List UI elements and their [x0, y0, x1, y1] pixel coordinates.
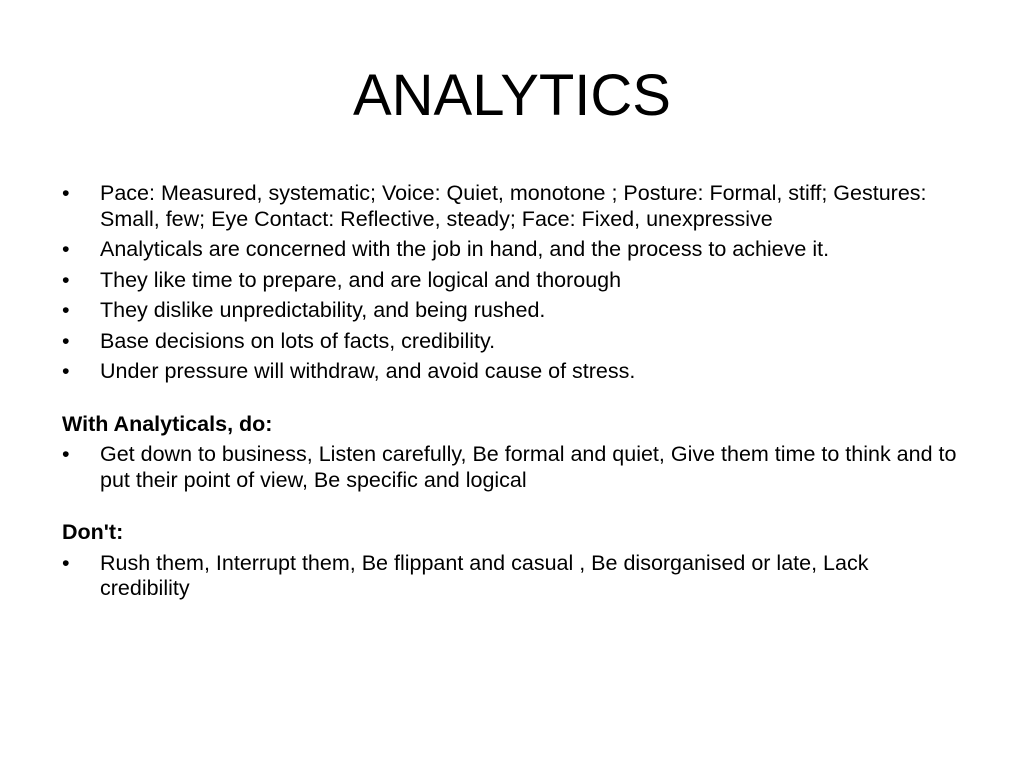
bullet-marker: •	[62, 298, 70, 322]
main-bullet-list	[62, 181, 962, 385]
bullet-text: Analyticals are concerned with the job in hand, and the process to achieve it.	[100, 237, 830, 261]
bullet-text: Rush them, Interrupt them, Be flippant and casual , Be disorganised or late, Lack credibility	[100, 550, 869, 600]
bullet-text: Get down to business, Listen carefully, Be formal and quiet, Give them time to think and to put their point of view, Be specific and logical	[100, 442, 957, 492]
bullet-marker: •	[62, 359, 70, 383]
slide-title: ANALYTICS	[352, 63, 671, 128]
dont-section-heading: Don't:	[62, 520, 124, 544]
bullet-item	[62, 268, 962, 294]
bullet-text: They dislike unpredictability, and being rushed.	[100, 298, 546, 322]
slide-body	[62, 181, 962, 607]
bullet-marker: •	[62, 267, 70, 292]
dont-bullet-list	[62, 551, 962, 602]
bullet-item	[62, 237, 962, 263]
bullet-marker: •	[62, 328, 70, 353]
bullet-marker: •	[62, 237, 70, 261]
do-bullet-list	[62, 442, 962, 493]
bullet-text: They like time to prepare, and are logical and thorough	[100, 267, 622, 292]
bullet-item	[62, 359, 962, 385]
bullet-marker: •	[62, 181, 70, 205]
bullet-item	[62, 442, 962, 493]
bullet-item	[62, 298, 962, 324]
bullet-marker: •	[62, 442, 70, 466]
bullet-item	[62, 329, 962, 355]
do-section-heading: With Analyticals, do:	[62, 411, 273, 436]
bullet-marker: •	[62, 550, 70, 575]
bullet-item	[62, 551, 962, 602]
bullet-item	[62, 181, 962, 232]
bullet-text: Base decisions on lots of facts, credibility.	[100, 328, 496, 353]
bullet-text: Under pressure will withdraw, and avoid cause of stress.	[100, 359, 636, 383]
bullet-text: Pace: Measured, systematic; Voice: Quiet, monotone ; Posture: Formal, stiff; Gestures: Small, few; Eye Contact: Reflective, steady; Face: Fixed, unexpressive	[100, 181, 927, 231]
